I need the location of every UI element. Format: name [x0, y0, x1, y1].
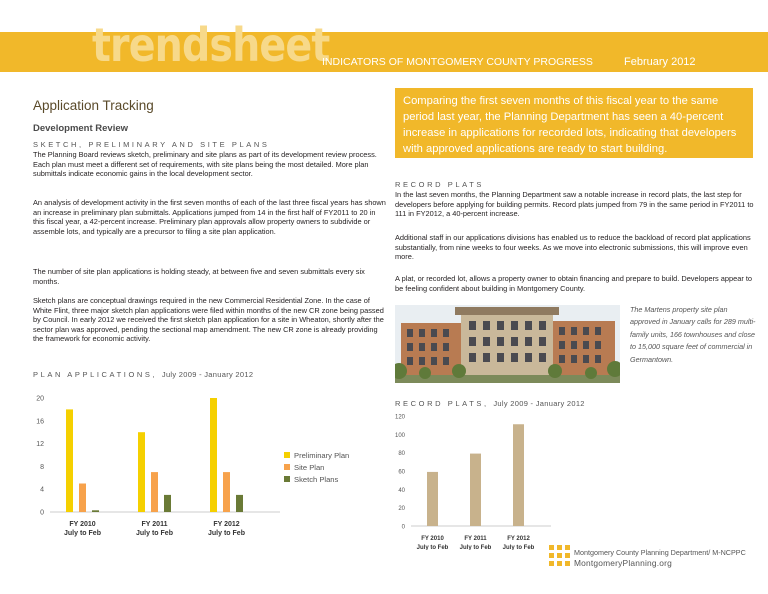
y-tick-label: 0 [401, 524, 405, 531]
x-tick-label: July to Feb [136, 530, 173, 537]
y-tick-label: 0 [40, 509, 44, 517]
legend-swatch [284, 476, 290, 482]
left-paragraph-1: The Planning Board reviews sketch, preliminary and site plans as part of its development review process. Each plan must meet a different set of requirements, with site plans being the most detailed. More plan submittals indicate economic gains in the local development sector. [33, 150, 377, 179]
chart-bar [151, 472, 158, 512]
chart-bar [138, 432, 145, 512]
left-paragraph-3: The number of site plan applications is holding steady, at between five and seven submittals every six months. [33, 267, 365, 286]
y-tick-label: 20 [398, 506, 405, 513]
record-plats-heading: RECORD PLATS [395, 180, 484, 189]
chart-bar [470, 454, 481, 526]
plan-chart-heading-label: PLAN APPLICATIONS, [33, 370, 158, 379]
record-chart-heading-range: July 2009 - January 2012 [493, 399, 585, 408]
y-tick-label: 100 [394, 432, 405, 439]
y-tick-label: 20 [36, 395, 44, 403]
planning-logo-icon [549, 545, 571, 567]
y-tick-label: 80 [398, 451, 405, 458]
sketch-heading: SKETCH, PRELIMINARY AND SITE PLANS [33, 140, 270, 149]
chart-bar [236, 495, 243, 512]
legend-swatch [284, 452, 290, 458]
x-tick-label: FY 2010 [421, 536, 444, 542]
footer-website[interactable]: MontgomeryPlanning.org [574, 558, 672, 568]
left-paragraph-4: Sketch plans are conceptual drawings required in the new Commercial Residential Zone. In the case of White Flint, three major sketch plan applications were filed within months of the new CR zone being passed by Council. In early 2012 we received the first sketch plan application for a site in Wheaton, shortly after the sector plan was approved, pending the sectional map amendment. The new CR zone is already providing the framework for economic activity. [33, 296, 384, 344]
record-chart-heading [395, 399, 585, 408]
footer-department: Montgomery County Planning Department/ M-NCPPC [574, 548, 746, 557]
legend-swatch [284, 464, 290, 470]
building-photo [395, 305, 620, 383]
right-paragraph-2: Additional staff in our applications divisions has enabled us to reduce the backload of record plat applications substantially, from nine weeks to four weeks. As we move into electronic submissions, this will improve even more. [395, 233, 751, 262]
x-tick-label: July to Feb [459, 545, 492, 550]
chart-bar [427, 472, 438, 526]
x-tick-label: July to Feb [502, 545, 535, 550]
x-tick-label: July to Feb [208, 530, 245, 537]
y-tick-label: 16 [36, 418, 44, 426]
y-tick-label: 8 [40, 463, 44, 471]
right-paragraph-3: A plat, or recorded lot, allows a property owner to obtain financing and prepare to build. Developers appear to be feeling confident about building in Montgomery County. [395, 274, 753, 293]
x-tick-label: July to Feb [416, 545, 449, 550]
left-paragraph-2: An analysis of development activity in the first seven months of each of the last three fiscal years has shown an increase in preliminary plan submittals. Applications jumped from 14 in the first half of FY2011 to 20 in this fiscal year, a 42-percent increase. Preliminary plan approvals allow property owners to subdivide or assemble lots, and typically are a precursor to filing a site plan application. [33, 198, 386, 236]
banner-title: INDICATORS OF MONTGOMERY COUNTY PROGRESS [322, 56, 593, 68]
chart-bar [79, 484, 86, 513]
banner-date: February 2012 [624, 56, 696, 68]
photo-caption: The Martens property site plan approved in January calls for 289 multi-family units, 166 townhouses and close to 15,000 square feet of commercial in Germantown. [630, 305, 756, 364]
y-tick-label: 120 [394, 414, 405, 421]
plan-chart-heading [33, 370, 253, 379]
x-tick-label: FY 2011 [464, 536, 487, 542]
chart-bar [92, 510, 99, 512]
legend-label: Preliminary Plan [294, 451, 350, 460]
record-chart-heading-label: RECORD PLATS, [395, 399, 489, 408]
brand-logo: trendsheet [92, 18, 330, 72]
y-tick-label: 40 [398, 487, 405, 494]
plan-chart-heading-range: July 2009 - January 2012 [161, 370, 254, 379]
right-paragraph-1: In the last seven months, the Planning Department saw a notable increase in record plats, the last step for developers before applying for building permits. Record plats jumped from 79 in the same period in FY2011 to 111 in FY2012, a 40-percent increase. [395, 190, 754, 219]
record-plats-chart [393, 408, 553, 550]
y-tick-label: 4 [40, 486, 44, 494]
legend-label: Sketch Plans [294, 475, 339, 484]
chart-bar [210, 398, 217, 512]
legend-label: Site Plan [294, 463, 325, 472]
y-tick-label: 60 [398, 469, 405, 476]
x-tick-label: FY 2012 [213, 521, 240, 528]
chart-bar [513, 424, 524, 526]
section-title: Application Tracking [33, 98, 154, 113]
callout-box: Comparing the first seven months of this fiscal year to the same period last year, the Planning Department has seen a 40-percent increase in applications for recorded lots, indicating that developers with approved applications are ready to start building. [395, 88, 753, 158]
chart-bar [66, 409, 73, 512]
x-tick-label: July to Feb [64, 530, 101, 537]
chart-bar [223, 472, 230, 512]
chart-bar [164, 495, 171, 512]
y-tick-label: 12 [36, 441, 44, 449]
x-tick-label: FY 2011 [141, 521, 168, 528]
x-tick-label: FY 2010 [69, 521, 96, 528]
x-tick-label: FY 2012 [507, 536, 530, 542]
section-subtitle: Development Review [33, 123, 129, 134]
plan-applications-chart [30, 386, 385, 546]
